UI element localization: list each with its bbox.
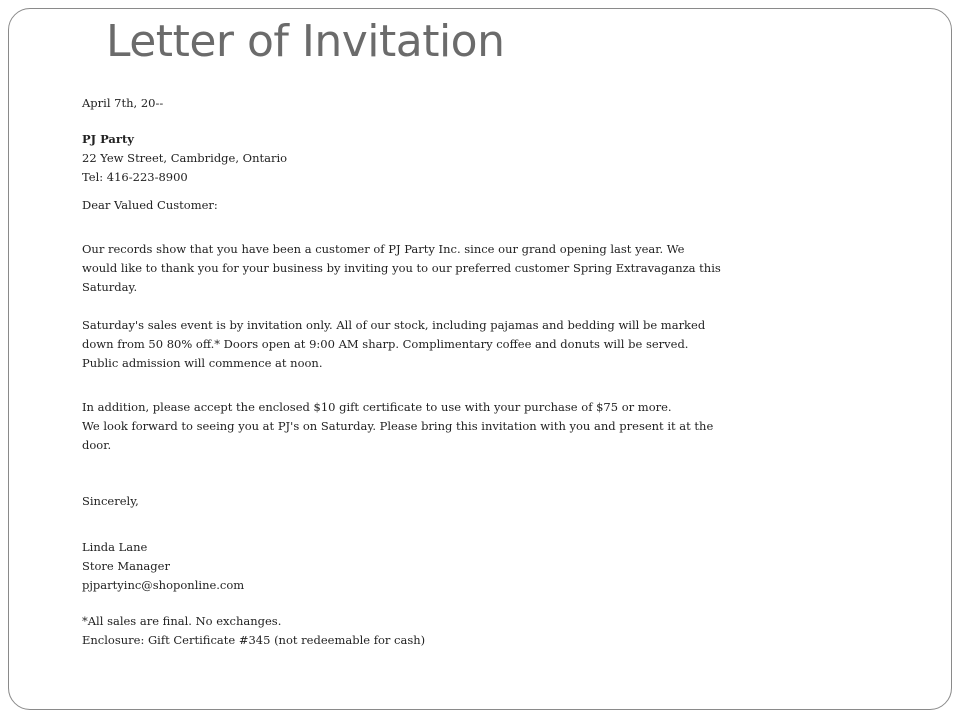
- paragraph-gift-offer: In addition, please accept the enclosed $10 gift certificate to use with your purchase of $75 or more.: [82, 400, 672, 414]
- paragraph-thanks: Our records show that you have been a customer of PJ Party Inc. since our grand opening last year. We would like to thank you for your business by inviting you to our preferred customer Spring Extravaganza this Saturday.: [82, 242, 721, 294]
- sender-address-block: [82, 130, 722, 187]
- signature-block: [82, 538, 722, 595]
- sender-company: PJ Party: [82, 132, 134, 146]
- letter-body: [82, 94, 722, 650]
- slide-title: Letter of Invitation: [106, 16, 505, 67]
- paragraph-event: Saturday's sales event is by invitation only. All of our stock, including pajamas and bedding will be marked down from 50 80% off.* Doors open at 9:00 AM sharp. Complimentary coffee and donuts will be served. Public admission will commence at noon.: [82, 318, 706, 370]
- paragraph-gift-invite: We look forward to seeing you at PJ's on Saturday. Please bring this invitation with you and present it at the door.: [82, 419, 714, 452]
- closing: Sincerely,: [82, 494, 139, 508]
- footnotes: [82, 612, 722, 650]
- paragraph-gift: [82, 398, 722, 455]
- signature-email: pjpartyinc@shoponline.com: [82, 578, 245, 592]
- footnote-terms: *All sales are final. No exchanges.: [82, 614, 282, 628]
- signature-role: Store Manager: [82, 559, 170, 573]
- salutation: Dear Valued Customer:: [82, 198, 218, 212]
- letter-date: April 7th, 20--: [82, 96, 164, 110]
- footnote-enclosure: Enclosure: Gift Certificate #345 (not redeemable for cash): [82, 633, 426, 647]
- signature-name: Linda Lane: [82, 540, 148, 554]
- sender-phone: Tel: 416-223-8900: [82, 170, 188, 184]
- sender-address: 22 Yew Street, Cambridge, Ontario: [82, 151, 288, 165]
